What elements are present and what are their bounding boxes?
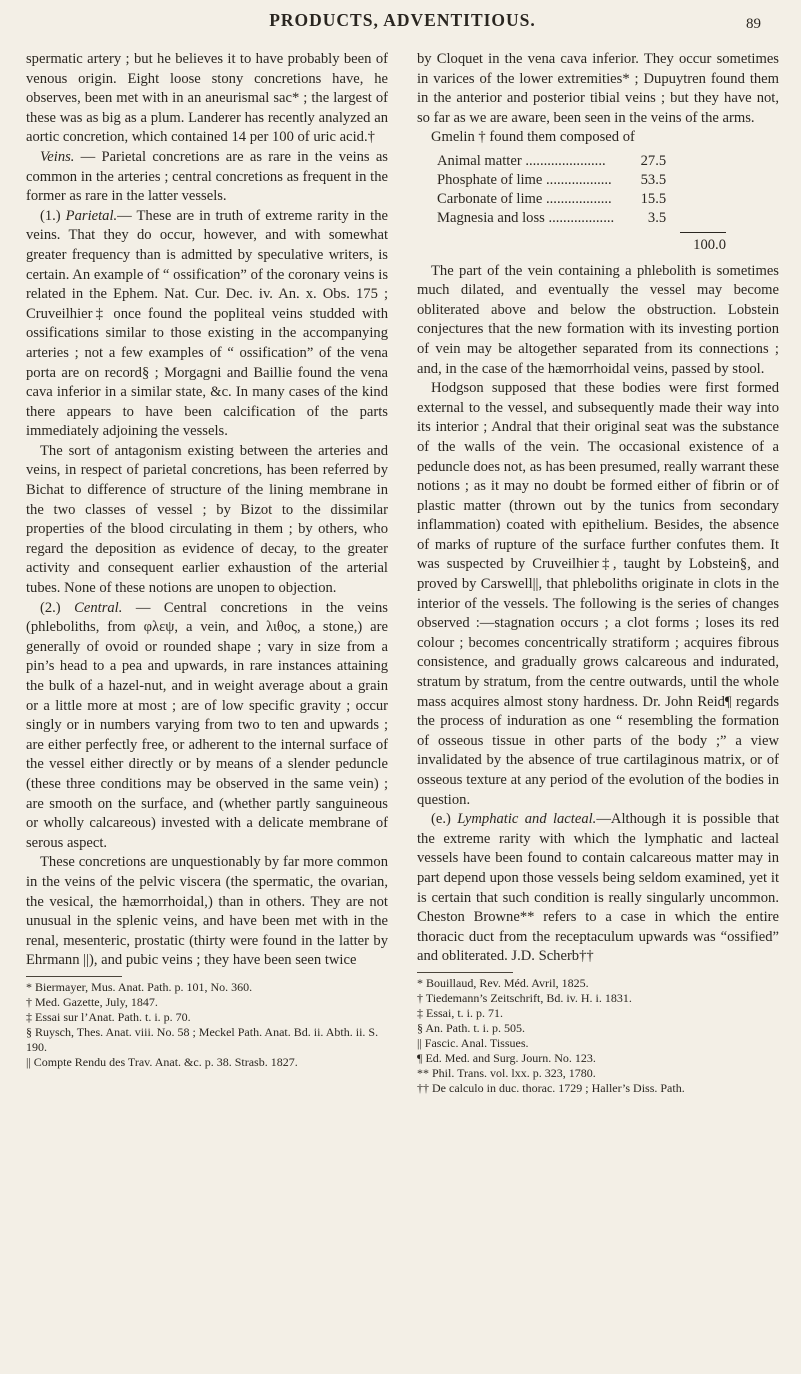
paragraph: spermatic artery ; but he believes it to have probably been of venous origin. Eight loose stony concretions have, he observes, been met with in an aneurismal sac* ; the largest of these was as big as a plum. Landerer has recently analyzed an aortic concretion, which contained 14 per 100 of uric acid.† bbox=[26, 51, 388, 146]
footnote: || Compte Rendu des Trav. Anat. &c. p. 38. Strasb. 1827. bbox=[26, 1054, 298, 1069]
component-name: Animal matter ...................... bbox=[437, 152, 606, 169]
subsection-number: (2.) bbox=[40, 599, 75, 616]
footnote: § Ruysch, Thes. Anat. viii. No. 58 ; Meckel Path. Anat. Bd. ii. Abth. ii. S. 190. bbox=[26, 1024, 379, 1054]
columns bbox=[26, 50, 779, 1096]
table-row bbox=[437, 152, 666, 171]
paragraph-text: —Although it is possible that the extreme rarity with which the lymphatic and lacteal vessels have been found to contain calcareous matter may in part depend upon those vessels being seldom examined, yet it is certain that such condition is really singularly uncommon. Cheston Browne** refers to a case in which the entire thoracic duct from the receptaculum upwards was “ossified” and obliterated. J.D. Scherb†† bbox=[417, 811, 779, 965]
footnote: ¶ Ed. Med. and Surg. Journ. No. 123. bbox=[417, 1050, 596, 1065]
footnote: †† De calculo in duc. thorac. 1729 ; Haller’s Diss. Path. bbox=[417, 1080, 685, 1095]
footnote: § An. Path. t. i. p. 505. bbox=[417, 1020, 526, 1035]
paragraph: Hodgson supposed that these bodies were first formed external to the vessel, and subsequently made their way into its interior ; Andral that their original seat was the substance of the walls of the vein. The occasional existence of a peduncle does not, as has been presumed, really warrant these notions ; as it may no doubt be formed either of fibrin or of plastic matter (thrown out by the tunics from secondary inflammation) coated with epithelium. Besides, the absence of marks of rupture of the surface further confutes them. It was suspected by Cruveilhier‡, taught by Lobstein§, and proved by Carswell||, that phleboliths originate in clots in the interior of the vessels. The following is the series of changes observed :—stagnation occurs ; a clot forms ; loses its red colour ; becomes concentrically stratiform ; acquires fibrous consistence, and gradually grows calcareous and indurated, stratum by stratum, from the centre outwards, until the whole mass acquires almost stony hardness. Dr. John Reid¶ regards the process of induration as one “ resembling the formation of osseous tissue in other parts of the body ;” a view invalidated by the absence of true cartilaginous matrix, or of osseous texture at any period of the evolution of the bodies in question. bbox=[417, 380, 779, 808]
section-heading-veins: Veins. bbox=[40, 148, 75, 165]
running-header bbox=[26, 10, 779, 50]
paragraph: The part of the vein containing a phlebolith is sometimes much dilated, and eventually the vessel may become obliterated above and below the obstruction. Lobstein conjectures that the new formation with its investing portion of vein may be altogether separated from its connections ; and, in the case of the hæmorrhoidal veins, passed by stool. bbox=[417, 262, 779, 377]
paragraph-text: — Central concretions in the veins (phleboliths, from φλεψ, a vein, and λιθος, a stone,) are generally of ovoid or rounded shape ; vary in size from a pin’s head to a pea and upwards, in rare instances attaining the bulk of a hazel-nut, and in weight average about a grain or a little more at most ; are of low specific gravity ; occur singly or in numbers varying from two to ten and upwards ; are either perfectly free, or adherent to the internal surface of the vessel either directly or by means of a slender peduncle (these three conditions may be observed in the same vein) ; are smooth on the surface, and (whether partly sanguineous or wholly calcareous) invested with a delicate membrane of serous aspect. bbox=[26, 599, 388, 851]
paragraph-text: — Parietal concretions are as rare in the veins as common in the arteries ; central concretions as frequent in the former as rare in the latter vessels. bbox=[26, 148, 388, 205]
composition-table bbox=[437, 152, 666, 228]
table-row bbox=[437, 209, 666, 228]
right-column bbox=[417, 50, 779, 1096]
subsection-number: (e.) bbox=[431, 811, 458, 828]
paragraph-parietal bbox=[26, 207, 388, 442]
paragraph: The sort of antagonism existing between the arteries and veins, in respect of parietal concretions, has been referred by Bichat to difference of structure of the lining membrane in the two classes of vessel ; by Bizot to the dissimilar properties of the blood circulating in them ; by others, who regard the deposition as evidence of decay, to the greater activity and consequent earlier exhaustion of the arterial tubes. None of these notions are unopen to objection. bbox=[26, 442, 388, 597]
footnote: * Bouillaud, Rev. Méd. Avril, 1825. bbox=[417, 975, 589, 990]
footnote: † Med. Gazette, July, 1847. bbox=[26, 994, 158, 1009]
table-row bbox=[437, 171, 666, 190]
paragraph: Gmelin † found them composed of bbox=[431, 129, 635, 146]
subsection-number: (1.) bbox=[40, 207, 66, 224]
component-name: Carbonate of lime .................. bbox=[437, 190, 612, 207]
paragraph-central bbox=[26, 599, 388, 854]
component-value: 53.5 bbox=[640, 171, 667, 188]
component-value: 27.5 bbox=[640, 152, 667, 169]
footnotes-left bbox=[26, 976, 388, 1070]
footnote: ‡ Essai, t. i. p. 71. bbox=[417, 1005, 503, 1020]
paragraph: These concretions are unquestionably by far more common in the veins of the pelvic viscera (the spermatic, the ovarian, the vesical, the hæmorrhoidal,) than in others. They are not unusual in the splenic veins, and have been met with in the renal, mesenteric, prostatic (thirty were found in the latter by Ehrmann ||), and pubic veins ; they have been seen twice bbox=[26, 854, 388, 969]
composition-total: 100.0 bbox=[680, 232, 726, 256]
subsection-heading-parietal: Parietal. bbox=[65, 207, 118, 224]
component-name: Phosphate of lime .................. bbox=[437, 171, 612, 188]
footnote: || Fascic. Anal. Tissues. bbox=[417, 1035, 529, 1050]
component-value: 15.5 bbox=[640, 190, 667, 207]
paragraph-lymphatic bbox=[417, 810, 779, 967]
table-row bbox=[437, 190, 666, 209]
paragraph: by Cloquet in the vena cava inferior. They occur sometimes in varices of the lower extremities* ; Dupuytren found them in the anterior and posterior tibial veins ; but they have not, so far as we are aware, been seen in the veins of the arms. bbox=[417, 51, 779, 126]
footnotes-right bbox=[417, 972, 779, 1096]
left-column bbox=[26, 50, 388, 1096]
footnote: ‡ Essai sur l’Anat. Path. t. i. p. 70. bbox=[26, 1009, 191, 1024]
paragraph-veins bbox=[26, 148, 388, 207]
page-number: 89 bbox=[746, 16, 761, 32]
subsection-heading-lymphatic: Lymphatic and lacteal. bbox=[457, 811, 597, 828]
subsection-heading-central: Central. bbox=[74, 599, 123, 616]
component-value: 3.5 bbox=[647, 209, 667, 226]
running-title: PRODUCTS, ADVENTITIOUS. bbox=[269, 10, 536, 30]
footnote: ** Phil. Trans. vol. lxx. p. 323, 1780. bbox=[417, 1065, 596, 1080]
paragraph-text: — These are in truth of extreme rarity in the veins. That they do occur, however, and with somewhat greater frequency than is admitted by speculative writers, is certain. An example of “ ossification” of the coronary veins is related in the Ephem. Nat. Cur. Dec. iv. An. x. Obs. 175 ; Cruveilhier‡ once found the popliteal veins studded with ossifications similar to those existing in the accompanying arteries ; not a few examples of “ ossification” of the vena porta are on record§ ; Morgagni and Baillie found the vena cava inferior in a similar state, &c. In many cases of the kind there appears to have been calcification of the parts immediately adjoining the vessels. bbox=[26, 207, 388, 440]
footnote: † Tiedemann’s Zeitschrift, Bd. iv. H. i. 1831. bbox=[417, 990, 632, 1005]
component-name: Magnesia and loss .................. bbox=[437, 209, 615, 226]
footnote: * Biermayer, Mus. Anat. Path. p. 101, No. 360. bbox=[26, 979, 253, 994]
